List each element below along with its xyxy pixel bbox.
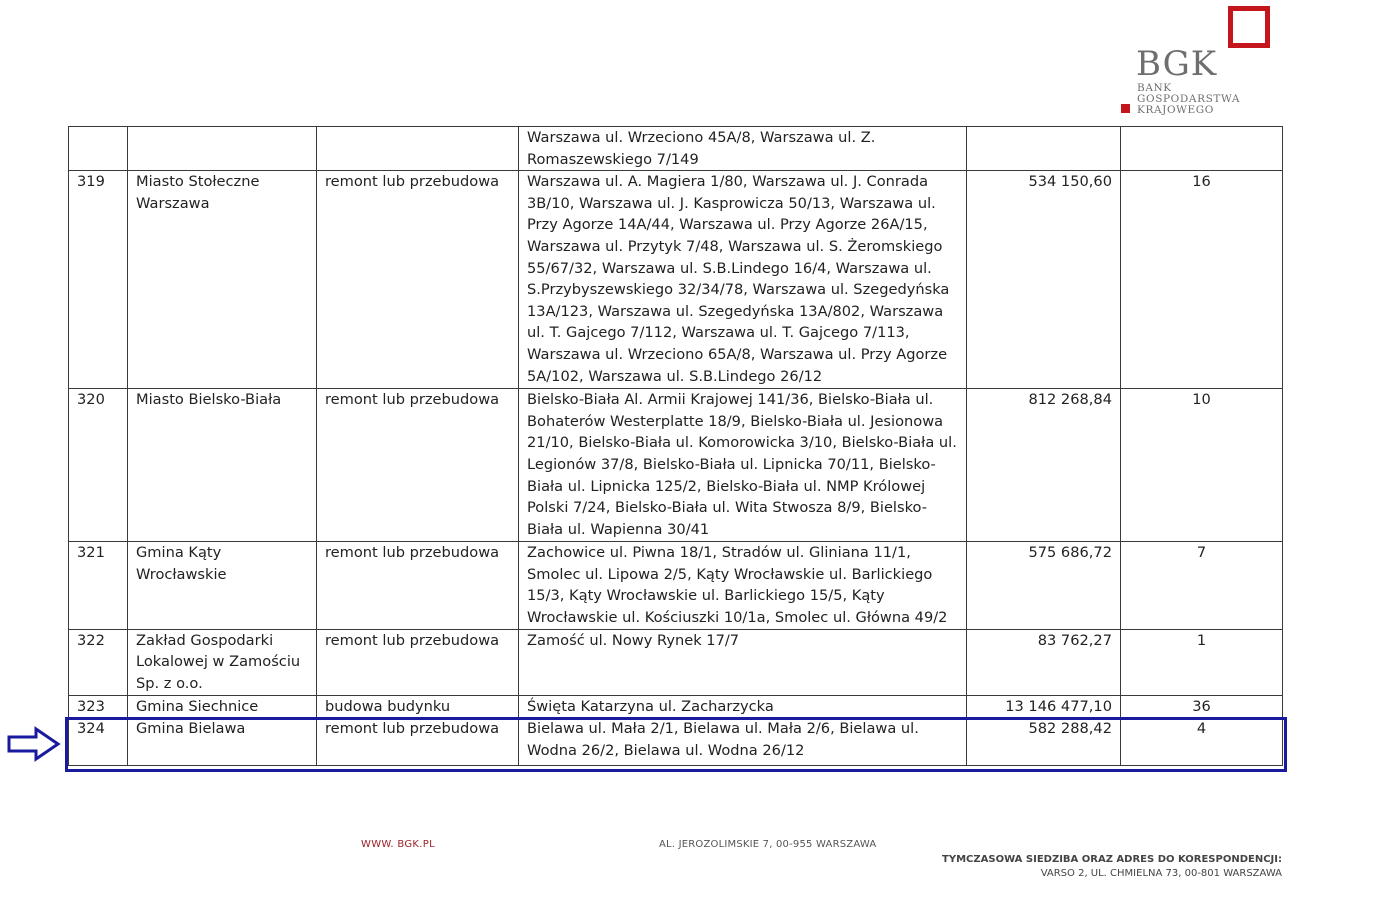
investment-table (68, 126, 1283, 766)
row-entity (128, 127, 317, 171)
row-type: remont lub przebudowa (317, 718, 519, 766)
row-count: 36 (1121, 695, 1283, 718)
row-entity: Zakład Gospodarki Lokalowej w Zamościu Sp. z o.o. (128, 629, 317, 695)
table-row (69, 389, 1283, 542)
row-entity: Gmina Kąty Wrocławskie (128, 542, 317, 629)
row-address: Warszawa ul. Wrzeciono 45A/8, Warszawa ul. Z. Romaszewskiego 7/149 (519, 127, 967, 171)
footer-temp-address: VARSO 2, UL. CHMIELNA 73, 00-801 WARSZAWA (1040, 868, 1282, 879)
row-address: Zachowice ul. Piwna 18/1, Stradów ul. Gliniana 11/1, Smolec ul. Lipowa 2/5, Kąty Wrocławskie ul. Barlickiego 15/3, Kąty Wrocławskie ul. Barlickiego 15/5, Kąty Wrocławskie ul. Kościuszki 10/1a, Smolec ul. Główna 49/2 (519, 542, 967, 629)
footer-website: WWW. BGK.PL (361, 839, 435, 850)
row-count: 4 (1121, 718, 1283, 766)
footer-temp-title: TYMCZASOWA SIEDZIBA ORAZ ADRES DO KORESPONDENCJI: (942, 854, 1282, 865)
row-entity: Miasto Bielsko-Biała (128, 389, 317, 542)
row-address: Święta Katarzyna ul. Zacharzycka (519, 695, 967, 718)
logo-subtitle-line2: KRAJOWEGO (1137, 104, 1215, 116)
row-number: 323 (69, 695, 128, 718)
row-type: remont lub przebudowa (317, 389, 519, 542)
row-type: remont lub przebudowa (317, 171, 519, 389)
footer-temporary-address (942, 853, 1282, 881)
logo-subtitle (1137, 83, 1278, 116)
logo-dot-icon (1121, 104, 1130, 113)
footer-address: AL. JEROZOLIMSKIE 7, 00-955 WARSZAWA (659, 839, 877, 850)
row-count: 10 (1121, 389, 1283, 542)
row-type: budowa budynku (317, 695, 519, 718)
row-amount: 575 686,72 (967, 542, 1121, 629)
row-number: 324 (69, 718, 128, 766)
row-amount: 83 762,27 (967, 629, 1121, 695)
row-amount (967, 127, 1121, 171)
row-address: Bielsko-Biała Al. Armii Krajowej 141/36, Bielsko-Biała ul. Bohaterów Westerplatte 18/9, Bielsko-Biała ul. Jesionowa 21/10, Bielsko-Biała ul. Komorowicka 3/10, Bielsko-Biała ul. Legionów 37/8, Bielsko-Biała ul. Lipnicka 70/11, Bielsko-Biała ul. Lipnicka 125/2, Bielsko-Biała ul. NMP Królowej Polski 7/24, Bielsko-Biała ul. Wita Stwosza 8/9, Bielsko-Biała ul. Wapienna 30/41 (519, 389, 967, 542)
row-type (317, 127, 519, 171)
row-number (69, 127, 128, 171)
row-amount: 582 288,42 (967, 718, 1121, 766)
logo-subtitle-line1: BANK GOSPODARSTWA (1137, 82, 1241, 105)
row-count: 16 (1121, 171, 1283, 389)
row-address: Zamość ul. Nowy Rynek 17/7 (519, 629, 967, 695)
row-count: 7 (1121, 542, 1283, 629)
logo-square-icon (1228, 6, 1270, 48)
bgk-logo (1118, 6, 1278, 116)
row-number: 321 (69, 542, 128, 629)
row-amount: 534 150,60 (967, 171, 1121, 389)
logo-wordmark: BGK (1136, 44, 1218, 84)
row-count: 1 (1121, 629, 1283, 695)
row-address: Bielawa ul. Mała 2/1, Bielawa ul. Mała 2/6, Bielawa ul. Wodna 26/2, Bielawa ul. Wodna 26/12 (519, 718, 967, 766)
table-row (69, 629, 1283, 695)
row-amount: 13 146 477,10 (967, 695, 1121, 718)
row-count (1121, 127, 1283, 171)
row-number: 319 (69, 171, 128, 389)
row-entity: Gmina Siechnice (128, 695, 317, 718)
row-entity: Miasto Stołeczne Warszawa (128, 171, 317, 389)
table-row (69, 171, 1283, 389)
row-highlight-frame (65, 717, 1287, 772)
row-entity: Gmina Bielawa (128, 718, 317, 766)
table-row (69, 542, 1283, 629)
row-number: 320 (69, 389, 128, 542)
row-type: remont lub przebudowa (317, 542, 519, 629)
row-amount: 812 268,84 (967, 389, 1121, 542)
row-address: Warszawa ul. A. Magiera 1/80, Warszawa ul. J. Conrada 3B/10, Warszawa ul. J. Kasprowicza 50/13, Warszawa ul. Przy Agorze 14A/44, Warszawa ul. Przy Agorze 26A/15, Warszawa ul. Przytyk 7/48, Warszawa ul. S. Żeromskiego 55/67/32, Warszawa ul. S.B.Lindego 16/4, Warszawa ul. S.Przybyszewskiego 32/34/78, Warszawa ul. Szegedyńska 13A/123, Warszawa ul. Szegedyńska 13A/802, Warszawa ul. T. Gajcego 7/112, Warszawa ul. T. Gajcego 7/113, Warszawa ul. Wrzeciono 65A/8, Warszawa ul. Przy Agorze 5A/102, Warszawa ul. S.B.Lindego 26/12 (519, 171, 967, 389)
row-number: 322 (69, 629, 128, 695)
arrow-right-icon (6, 725, 62, 763)
table-row (69, 695, 1283, 718)
row-type: remont lub przebudowa (317, 629, 519, 695)
table-row (69, 127, 1283, 171)
